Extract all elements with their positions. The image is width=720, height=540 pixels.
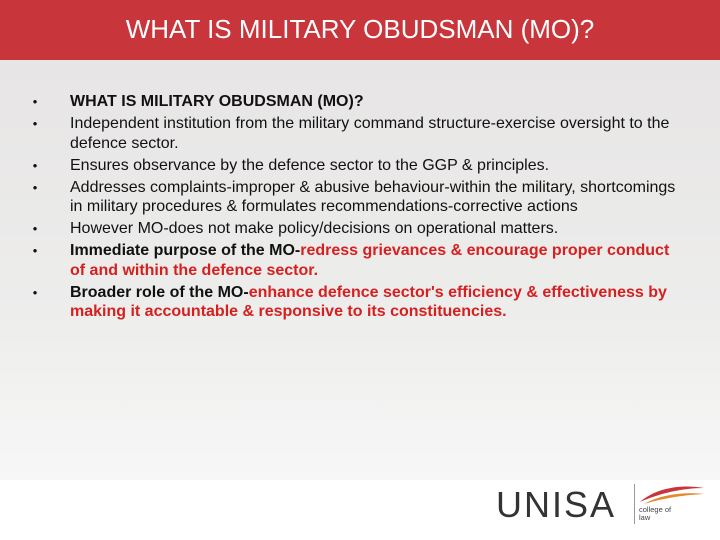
unisa-logo [496, 482, 706, 526]
bullet-item [28, 156, 688, 176]
bullet-list [28, 92, 688, 324]
bullet-text: WHAT IS MILITARY OBUDSMAN (MO)? [70, 93, 364, 110]
bullet-icon: • [32, 157, 38, 173]
bullet-item [28, 178, 688, 217]
logo-wordmark: UNISA [496, 484, 617, 525]
bullet-icon: • [32, 284, 38, 300]
logo-swoosh-icon [636, 482, 706, 506]
bullet-icon: • [32, 221, 38, 236]
bullet-highlight-text: redress grievances & encourage proper conduct of and within the defence sector. [70, 242, 670, 279]
bullet-text: Ensures observance by the defence sector to the GGP & principles. [70, 156, 550, 174]
bullet-lead-text: Immediate purpose of the MO- [70, 242, 301, 259]
bullet-text: Independent institution from the military command structure-exercise oversight to the defence sector. [70, 115, 670, 152]
bullet-item [28, 283, 688, 322]
bullet-icon: • [32, 116, 38, 131]
slide-title: WHAT IS MILITARY OBUDSMAN (MO)? [125, 14, 595, 44]
bullet-item [28, 114, 688, 153]
logo-divider [634, 484, 635, 524]
bullet-item [28, 219, 688, 239]
bullet-text: Addresses complaints-improper & abusive behaviour-within the military, shortcomings in military procedures & formulates recommendations-corrective actions [70, 178, 676, 215]
bullet-lead-text: Broader role of the MO- [70, 283, 249, 301]
bullet-icon: • [32, 179, 38, 195]
bullet-highlight-text: enhance defence sector's efficiency & effectiveness by making it accountable & responsive to its constituencies. [70, 283, 667, 320]
bullet-icon: • [32, 94, 38, 109]
logo-subtitle: college of law [639, 505, 672, 522]
bullet-text: However MO-does not make policy/decisions on operational matters. [70, 220, 559, 237]
bullet-item [28, 92, 688, 112]
bullet-item [28, 241, 688, 280]
bullet-icon: • [32, 243, 38, 258]
